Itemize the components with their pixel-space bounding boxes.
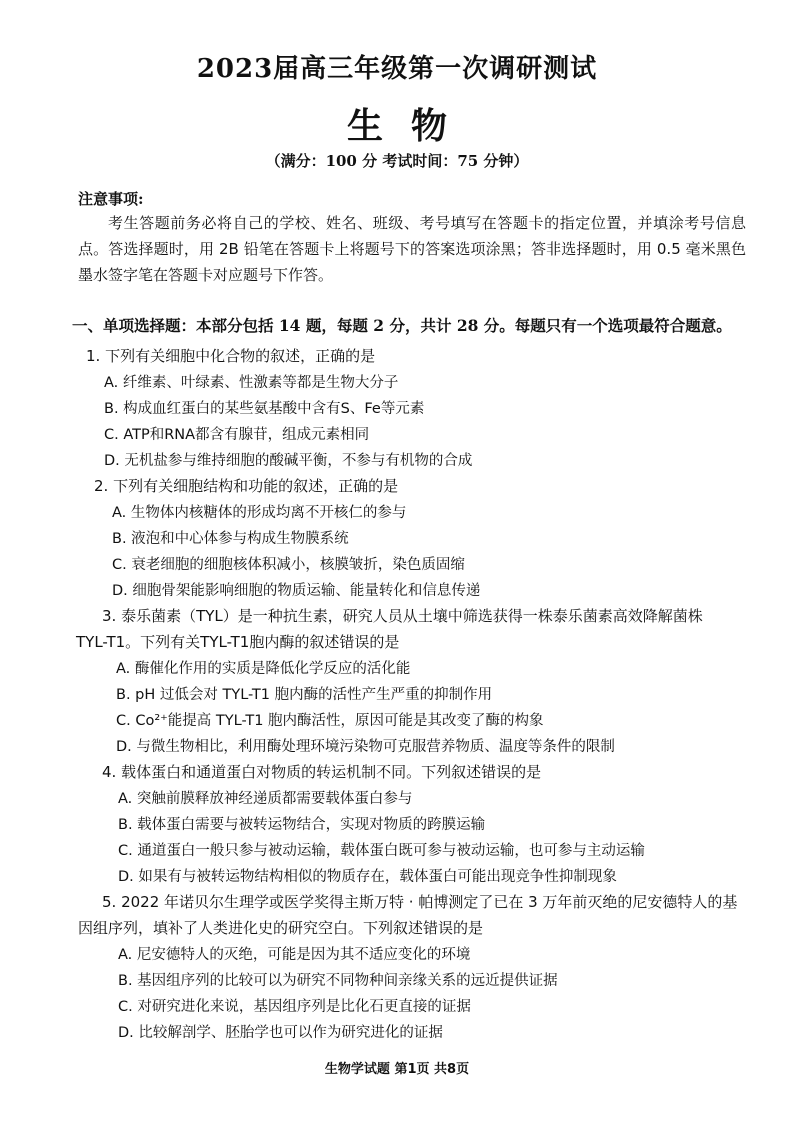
question-1-option-b: B. 构成血红蛋白的某些氨基酸中含有S、Fe等元素 bbox=[104, 401, 425, 417]
question-1-option-c: C. ATP和RNA都含有腺苷，组成元素相同 bbox=[104, 427, 370, 443]
question-2-option-a: A. 生物体内核糖体的形成均离不开核仁的参与 bbox=[112, 505, 407, 521]
question-1-stem: 1. 下列有关细胞中化合物的叙述，正确的是 bbox=[86, 347, 376, 365]
exam-meta: （满分：100 分 考试时间：75 分钟） bbox=[265, 152, 529, 170]
question-3-option-b: B. pH 过低会对 TYL-T1 胞内酶的活性产生严重的抑制作用 bbox=[116, 687, 493, 703]
question-1-option-d: D. 无机盐参与维持细胞的酸碱平衡，不参与有机物的合成 bbox=[104, 453, 473, 469]
question-2-option-c: C. 衰老细胞的细胞核体积减小，核膜皱折，染色质固缩 bbox=[112, 557, 465, 573]
question-5-option-c: C. 对研究进化来说，基因组序列是比化石更直接的证据 bbox=[118, 999, 471, 1015]
question-4-option-d: D. 如果有与被转运物结构相似的物质存在，载体蛋白可能出现竞争性抑制现象 bbox=[118, 869, 617, 885]
question-4-option-b: B. 载体蛋白需要与被转运物结合，实现对物质的跨膜运输 bbox=[118, 817, 486, 833]
question-3-stem-continued: TYL-T1。下列有关TYL-T1胞内酶的叙述错误的是 bbox=[76, 633, 400, 651]
question-3-stem: 3. 泰乐菌素（TYL）是一种抗生素，研究人员从土壤中筛选获得一株泰乐菌素高效降解菌株 bbox=[102, 607, 703, 625]
question-3-option-c: C. Co²⁺能提高 TYL-T1 胞内酶活性，原因可能是其改变了酶的构象 bbox=[116, 713, 544, 729]
question-2-stem: 2. 下列有关细胞结构和功能的叙述，正确的是 bbox=[94, 477, 399, 495]
page-footer: 生物学试题 第1页 共8页 bbox=[324, 1062, 470, 1077]
notice-heading: 注意事项: bbox=[78, 190, 144, 208]
section-heading: 一、单项选择题：本部分包括 14 题，每题 2 分，共计 28 分。每题只有一个选项最符合题意。 bbox=[72, 316, 732, 335]
question-4-stem: 4. 载体蛋白和通道蛋白对物质的转运机制不同。下列叙述错误的是 bbox=[102, 763, 542, 781]
question-2-option-b: B. 液泡和中心体参与构成生物膜系统 bbox=[112, 531, 349, 547]
question-4-option-c: C. 通道蛋白一般只参与被动运输，载体蛋白既可参与被动运输，也可参与主动运输 bbox=[118, 843, 645, 859]
question-3-option-a: A. 酶催化作用的实质是降低化学反应的活化能 bbox=[116, 661, 411, 677]
exam-title: 2023届高三年级第一次调研测试 bbox=[196, 54, 598, 84]
question-5-option-a: A. 尼安德特人的灭绝，可能是因为其不适应变化的环境 bbox=[118, 947, 471, 963]
question-2-option-d: D. 细胞骨架能影响细胞的物质运输、能量转化和信息传递 bbox=[112, 583, 481, 599]
question-5-option-d: D. 比较解剖学、胚胎学也可以作为研究进化的证据 bbox=[118, 1025, 443, 1041]
question-1-option-a: A. 纤维素、叶绿素、性激素等都是生物大分子 bbox=[104, 375, 399, 391]
subject-title: 生物 bbox=[346, 105, 475, 147]
question-5-stem-continued: 因组序列，填补了人类进化史的研究空白。下列叙述错误的是 bbox=[78, 919, 484, 937]
notice-body: 考生答题前务必将自己的学校、姓名、班级、考号填写在答题卡的指定位置，并填涂考号信息点。答选择题时，用 2B 铅笔在答题卡上将题号下的答案选项涂黑；答非选择题时，用 0.5 毫米黑色墨水签字笔在答题卡对应题号下作答。 bbox=[78, 214, 746, 284]
question-3-option-d: D. 与微生物相比，利用酶处理环境污染物可克服营养物质、温度等条件的限制 bbox=[116, 739, 615, 755]
question-5-option-b: B. 基因组序列的比较可以为研究不同物种间亲缘关系的远近提供证据 bbox=[118, 973, 558, 989]
question-5-stem: 5. 2022 年诺贝尔生理学或医学奖得主斯万特 · 帕博测定了已在 3 万年前灭绝的尼安德特人的基 bbox=[102, 893, 738, 911]
question-4-option-a: A. 突触前膜释放神经递质都需要载体蛋白参与 bbox=[118, 791, 413, 807]
